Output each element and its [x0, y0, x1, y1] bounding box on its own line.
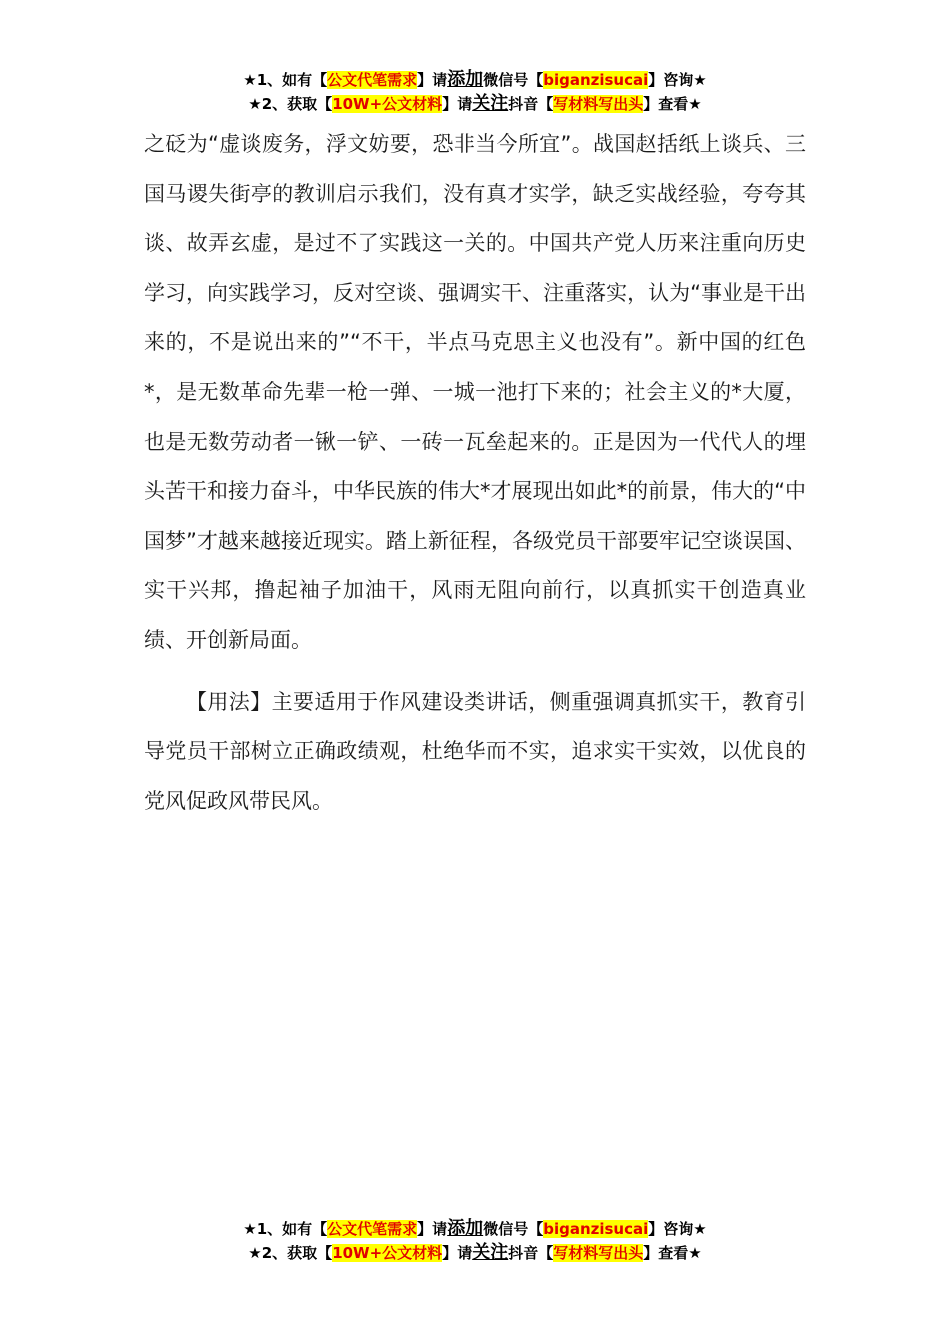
banner-emphasis: 关注 — [472, 1242, 509, 1263]
banner-text: 微信号【 — [483, 1220, 544, 1238]
banner-text: 】咨询★ — [648, 1220, 707, 1238]
banner-text: 抖音【 — [508, 95, 554, 113]
banner-text: 】请 — [417, 1220, 448, 1238]
banner-emphasis: 添加 — [447, 1218, 484, 1239]
footer-banner — [0, 1217, 950, 1265]
banner-emphasis: 关注 — [472, 93, 509, 114]
banner-emphasis: 添加 — [447, 69, 484, 90]
banner-wechat-id: biganzisucai — [543, 71, 649, 89]
banner-text: 】查看★ — [643, 1244, 702, 1262]
banner-highlight: 10W+公文材料 — [332, 95, 443, 113]
banner-douyin-account: 写材料写出头 — [553, 95, 644, 113]
banner-text: 】请 — [417, 71, 448, 89]
banner-wechat-id: biganzisucai — [543, 1220, 649, 1238]
banner-text: ★2、获取【 — [248, 1244, 333, 1262]
banner-highlight: 公文代笔需求 — [327, 1220, 418, 1238]
banner-highlight: 公文代笔需求 — [327, 71, 418, 89]
banner-text: 抖音【 — [508, 1244, 554, 1262]
banner-text: ★1、如有【 — [243, 71, 328, 89]
usage-paragraph: 【用法】主要适用于作风建设类讲话，侧重强调真抓实干，教育引导党员干部树立正确政绩观，杜绝华而不实，追求实干实效，以优良的党风促政风带民风。 — [144, 689, 806, 813]
banner-text: ★1、如有【 — [243, 1220, 328, 1238]
banner-douyin-account: 写材料写出头 — [553, 1244, 644, 1262]
banner-text: 】查看★ — [643, 95, 702, 113]
banner-text: 】请 — [442, 1244, 473, 1262]
banner-text: 】咨询★ — [648, 71, 707, 89]
banner-line-1 — [0, 68, 950, 92]
header-banner — [0, 68, 950, 116]
document-body — [144, 120, 806, 826]
banner-text: 微信号【 — [483, 71, 544, 89]
banner-text: ★2、获取【 — [248, 95, 333, 113]
banner-line-2 — [0, 1241, 950, 1265]
body-paragraph: 之砭为“虚谈废务，浮文妨要，恐非当今所宜”。战国赵括纸上谈兵、三国马谡失街亭的教训启示我们，没有真才实学，缺乏实战经验，夸夸其谈、故弄玄虚，是过不了实践这一关的。中国共产党人历来注重向历史学习，向实践学习，反对空谈、强调实干、注重落实，认为“事业是干出来的，不是说出来的”“不干，半点马克思主义也没有”。新中国的红色*，是无数革命先辈一枪一弹、一城一池打下来的；社会主义的*大厦，也是无数劳动者一锹一铲、一砖一瓦垒起来的。正是因为一代代人的埋头苦干和接力奋斗，中华民族的伟大*才展现出如此*的前景，伟大的“中国梦”才越来越接近现实。踏上新征程，各级党员干部要牢记空谈误国、实干兴邦，撸起袖子加油干，风雨无阻向前行，以真抓实干创造真业绩、开创新局面。 — [144, 132, 806, 652]
banner-line-2 — [0, 92, 950, 116]
banner-text: 】请 — [442, 95, 473, 113]
banner-line-1 — [0, 1217, 950, 1241]
banner-highlight: 10W+公文材料 — [332, 1244, 443, 1262]
